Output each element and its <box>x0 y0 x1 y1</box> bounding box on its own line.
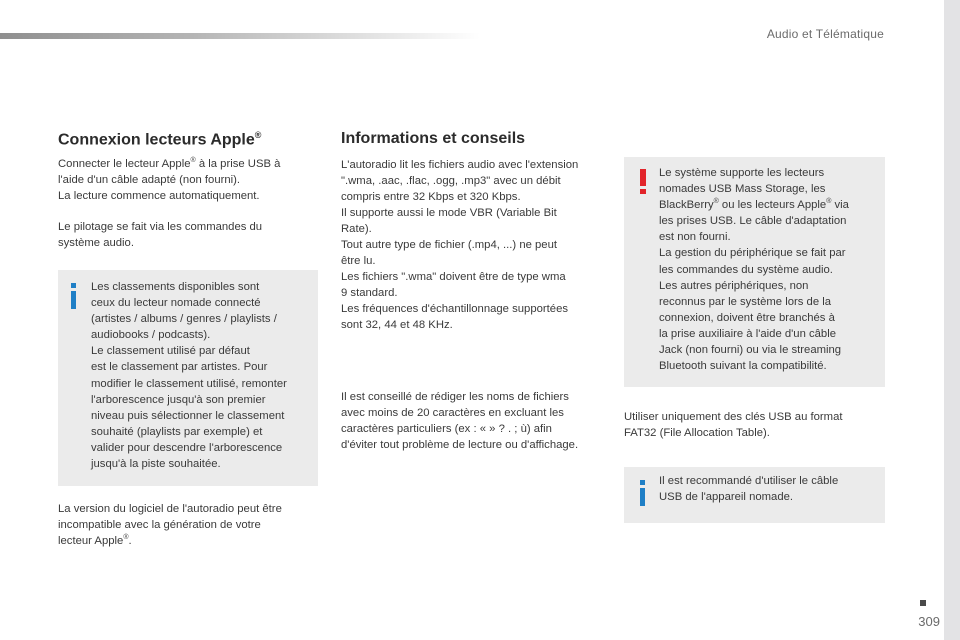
text-line: être lu. <box>341 255 376 267</box>
info-box-text <box>659 473 883 505</box>
text-line: les prises USB. Le câble d'adaptation <box>659 215 847 228</box>
page-number: 309 <box>918 614 940 629</box>
page-marker <box>920 600 926 606</box>
text-line: La version du logiciel de l'autoradio peut être <box>58 503 282 515</box>
text-line: reconnus par le système lors de la <box>659 295 832 308</box>
text-line: est non fourni. <box>659 231 731 244</box>
section-title: Audio et Télématique <box>766 27 884 41</box>
text-line: l'arborescence jusqu'à son premier <box>91 393 266 406</box>
text-line: valider pour descendre l'arborescence <box>91 441 283 454</box>
text-line: incompatible avec la génération de votre <box>58 519 261 531</box>
text-line: Utiliser uniquement des clés USB au format <box>624 411 843 423</box>
text-line: les commandes du système audio. <box>659 263 833 276</box>
warning-box-usb <box>624 157 885 387</box>
info-box-cable <box>624 467 885 523</box>
text-line: L'autoradio lit les fichiers audio avec l'extension <box>341 159 579 171</box>
text-line: Il est recommandé d'utiliser le câble <box>659 475 839 487</box>
text-line: connexion, doivent être branchés à <box>659 311 835 324</box>
text-line: Le classement utilisé par défaut <box>91 345 250 358</box>
text-line: Les fréquences d'échantillonnage supportées <box>341 303 569 315</box>
text-line: ".wma, .aac, .flac, .ogg, .mp3" avec un débit <box>341 175 561 187</box>
text-line: Le pilotage se fait via les commandes du <box>58 221 263 233</box>
text-line: compris entre 32 Kbps et 320 Kbps. <box>341 191 521 203</box>
text-line: jusqu'à la piste souhaitée. <box>91 458 221 471</box>
text-line: nomades USB Mass Storage, les <box>659 183 826 196</box>
right-paragraph-1 <box>624 409 886 441</box>
text-line: FAT32 (File Allocation Table). <box>624 427 770 439</box>
text-line: Le système supporte les lecteurs <box>659 167 825 179</box>
text-line: Les fichiers ".wma" doivent être de type wma <box>341 271 566 283</box>
left-paragraph-2 <box>58 219 318 251</box>
left-paragraph-3 <box>58 501 318 549</box>
text-line: Il supporte aussi le mode VBR (Variable Bit <box>341 207 557 219</box>
text-line: d'éviter tout problème de lecture ou d'affichage. <box>341 439 579 451</box>
text-line: Les classements disponibles sont <box>91 281 260 293</box>
text-line: la prise auxiliaire à l'aide d'un câble <box>659 327 837 340</box>
text-line: BlackBerry® ou les lecteurs Apple® via <box>659 198 849 212</box>
info-box-classements <box>58 270 318 486</box>
text-line: Tout autre type de fichier (.mp4, ...) ne peut <box>341 239 558 251</box>
text-line: Bluetooth suivant la compatibilité. <box>659 360 827 373</box>
text-line: Rate). <box>341 223 372 235</box>
text-line: caractères particuliers (ex : « » ? . ; ù) afin <box>341 423 552 435</box>
text-line: ceux du lecteur nomade connecté <box>91 297 261 310</box>
text-line: La lecture commence automatiquement. <box>58 190 260 202</box>
text-line: (artistes / albums / genres / playlists / <box>91 313 277 326</box>
text-line: 9 standard. <box>341 287 398 299</box>
text-line: La gestion du périphérique se fait par <box>659 247 846 260</box>
text-line: USB de l'appareil nomade. <box>659 491 794 504</box>
text-line: système audio. <box>58 237 134 249</box>
text-line: niveau puis sélectionner le classement <box>91 409 285 422</box>
text-line: audiobooks / podcasts). <box>91 329 211 342</box>
page-edge-tab <box>944 0 960 640</box>
text-line: sont 32, 44 et 48 KHz. <box>341 319 453 331</box>
text-line: l'aide d'un câble adapté (non fourni). <box>58 174 241 186</box>
warning-box-text <box>659 165 883 374</box>
header-rule <box>0 33 480 39</box>
middle-paragraph-1 <box>341 157 611 333</box>
middle-paragraph-2 <box>341 389 611 453</box>
left-paragraph-1 <box>58 156 318 204</box>
text-line: est le classement par artistes. Pour <box>91 361 268 374</box>
heading-informations: Informations et conseils <box>341 130 526 147</box>
text-line: Jack (non fourni) ou via le streaming <box>659 344 842 357</box>
text-line: Connecter le lecteur Apple® à la prise USB à <box>58 157 281 170</box>
text-line: souhaité (playlists par exemple) et <box>91 425 263 438</box>
text-line: Il est conseillé de rédiger les noms de fichiers <box>341 391 569 403</box>
info-box-text <box>91 279 315 472</box>
heading-apple-connection: Connexion lecteurs Apple® <box>58 130 262 149</box>
text-line: Les autres périphériques, non <box>659 279 809 292</box>
text-line: modifier le classement utilisé, remonter <box>91 377 287 390</box>
text-line: lecteur Apple®. <box>58 534 132 547</box>
text-line: avec moins de 20 caractères en excluant les <box>341 407 564 419</box>
